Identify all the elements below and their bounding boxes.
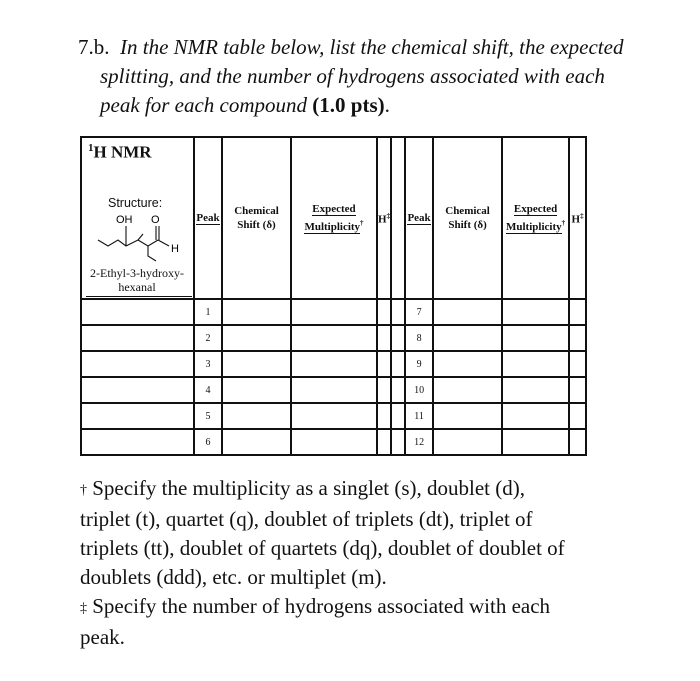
empty-cell <box>81 351 194 377</box>
multiplicity-input[interactable] <box>291 299 377 325</box>
multiplicity-header-left: Expected Multiplicity† <box>291 137 377 299</box>
h-count-input[interactable] <box>377 403 391 429</box>
h-count-input[interactable] <box>569 377 586 403</box>
h-count-input[interactable] <box>377 325 391 351</box>
h-count-input[interactable] <box>377 351 391 377</box>
chemical-shift-input[interactable] <box>433 377 502 403</box>
question-number: 7.b. <box>78 35 110 59</box>
peak-header-left: Peak <box>194 137 222 299</box>
h-count-input[interactable] <box>569 429 586 455</box>
divider-cell <box>391 137 405 299</box>
question-line-1-text: In the NMR table below, list the chemical shift, the expected <box>120 35 624 59</box>
chemical-shift-header-left: Chemical Shift (δ) <box>222 137 291 299</box>
peak-number: 4 <box>194 377 222 403</box>
peak-header-right: Peak <box>405 137 433 299</box>
chemical-shift-input[interactable] <box>222 325 291 351</box>
molecule-structure <box>96 212 188 262</box>
compound-underline <box>86 296 192 297</box>
question-line-3-end: . <box>384 93 390 117</box>
peak-number: 12 <box>405 429 433 455</box>
h-count-header-right: H‡ <box>569 137 586 299</box>
h-count-header-left: H‡ <box>377 137 391 299</box>
multiplicity-input[interactable] <box>502 429 569 455</box>
h-count-input[interactable] <box>377 377 391 403</box>
peak-number: 3 <box>194 351 222 377</box>
chemical-shift-input[interactable] <box>222 299 291 325</box>
divider-cell <box>391 429 405 455</box>
table-row <box>81 299 586 325</box>
peak-number: 6 <box>194 429 222 455</box>
chemical-shift-header-right: Chemical Shift (δ) <box>433 137 502 299</box>
points-label: (1.0 pts) <box>312 93 385 117</box>
table-row <box>81 429 586 455</box>
question-line-2: splitting, and the number of hydrogens associated with each <box>100 64 605 88</box>
peak-number: 11 <box>405 403 433 429</box>
h-count-input[interactable] <box>569 351 586 377</box>
divider-cell <box>391 325 405 351</box>
chemical-shift-input[interactable] <box>433 403 502 429</box>
compound-name: 2-Ethyl-3-hydroxy- hexanal <box>90 266 184 294</box>
multiplicity-input[interactable] <box>291 429 377 455</box>
chemical-shift-input[interactable] <box>433 351 502 377</box>
divider-cell <box>391 299 405 325</box>
table-row <box>81 377 586 403</box>
ddagger-symbol: ‡ <box>80 601 87 616</box>
multiplicity-input[interactable] <box>502 403 569 429</box>
question-line-1 <box>78 33 678 62</box>
divider-cell <box>391 351 405 377</box>
empty-cell <box>81 299 194 325</box>
multiplicity-input[interactable] <box>291 325 377 351</box>
chemical-shift-input[interactable] <box>222 429 291 455</box>
structure-cell <box>81 137 194 299</box>
h-count-input[interactable] <box>569 325 586 351</box>
h-count-input[interactable] <box>569 299 586 325</box>
oh-label: OH <box>116 214 133 226</box>
peak-number: 10 <box>405 377 433 403</box>
empty-cell <box>81 429 194 455</box>
peak-number: 1 <box>194 299 222 325</box>
table-row <box>81 351 586 377</box>
table-row <box>81 325 586 351</box>
h-count-input[interactable] <box>377 429 391 455</box>
multiplicity-header-right: Expected Multiplicity† <box>502 137 569 299</box>
peak-number: 9 <box>405 351 433 377</box>
h-count-input[interactable] <box>377 299 391 325</box>
dagger-symbol: † <box>80 483 87 498</box>
multiplicity-input[interactable] <box>502 299 569 325</box>
multiplicity-input[interactable] <box>291 377 377 403</box>
structure-label: Structure: <box>108 196 163 210</box>
chemical-shift-input[interactable] <box>433 325 502 351</box>
empty-cell <box>81 403 194 429</box>
chemical-shift-input[interactable] <box>222 351 291 377</box>
o-label: O <box>151 214 160 226</box>
h-count-input[interactable] <box>569 403 586 429</box>
peak-number: 8 <box>405 325 433 351</box>
question-text <box>78 33 678 120</box>
dagger-footnote: † Specify the multiplicity as a singlet (s), doublet (d), triplet (t), quartet (q), doublet of triplets (dt), triplet of triplets (tt), doublet of quartets (dq), doublet of doublet of doublets (ddd), etc. or multiplet (m). <box>80 476 565 589</box>
h-label: H <box>171 243 179 255</box>
multiplicity-input[interactable] <box>502 325 569 351</box>
multiplicity-input[interactable] <box>291 403 377 429</box>
peak-number: 2 <box>194 325 222 351</box>
chemical-shift-input[interactable] <box>222 403 291 429</box>
question-line-3 <box>78 91 678 120</box>
nmr-header-row <box>81 137 586 299</box>
divider-cell <box>391 377 405 403</box>
peak-number: 7 <box>405 299 433 325</box>
empty-cell <box>81 325 194 351</box>
empty-cell <box>81 377 194 403</box>
table-title: $^1$H NMR <box>88 142 152 162</box>
ddagger-footnote: ‡ Specify the number of hydrogens associated with each peak. <box>80 594 551 649</box>
multiplicity-input[interactable] <box>502 377 569 403</box>
multiplicity-input[interactable] <box>502 351 569 377</box>
peak-number: 5 <box>194 403 222 429</box>
divider-cell <box>391 403 405 429</box>
chemical-shift-input[interactable] <box>433 429 502 455</box>
table-row <box>81 403 586 429</box>
footnotes <box>80 474 680 652</box>
multiplicity-input[interactable] <box>291 351 377 377</box>
nmr-table <box>80 136 587 456</box>
chemical-shift-input[interactable] <box>433 299 502 325</box>
question-line-3-italic: peak for each compound <box>100 93 308 117</box>
chemical-shift-input[interactable] <box>222 377 291 403</box>
